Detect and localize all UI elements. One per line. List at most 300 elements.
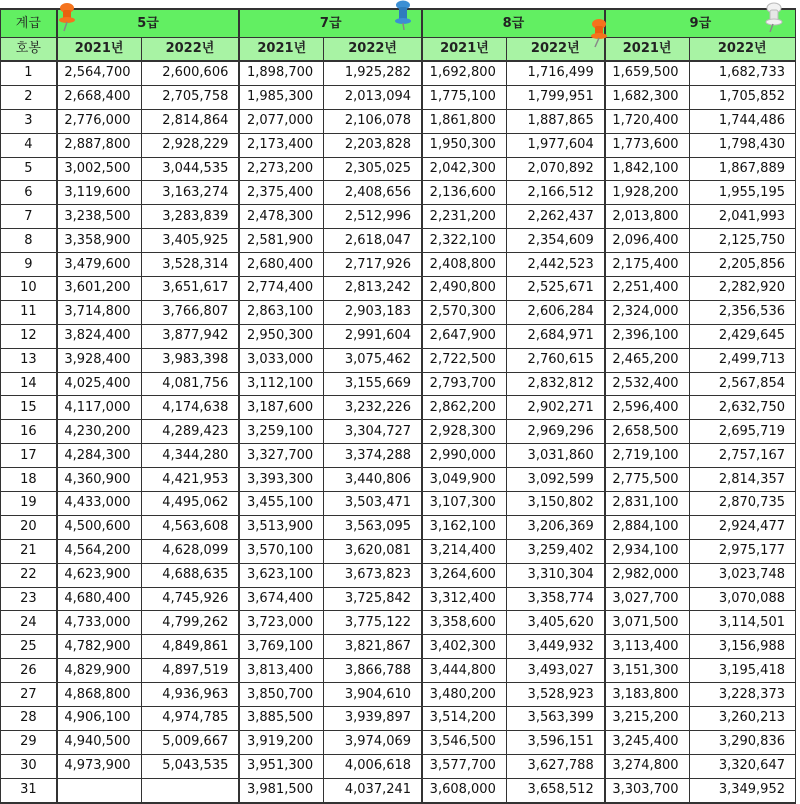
- table-row: [1, 253, 796, 277]
- salary-cell: 3,358,900: [57, 229, 141, 253]
- salary-cell: 3,071,500: [605, 611, 689, 635]
- salary-cell: 3,187,600: [239, 396, 323, 420]
- salary-cell: 3,215,200: [605, 707, 689, 731]
- salary-cell: 3,766,807: [141, 300, 239, 324]
- salary-cell: 2,775,500: [605, 468, 689, 492]
- grade-8-header: 8급: [422, 9, 605, 38]
- salary-cell: 2,282,920: [689, 277, 795, 301]
- salary-cell: 3,304,727: [324, 420, 422, 444]
- salary-cell: 3,824,400: [57, 324, 141, 348]
- salary-cell: 2,600,606: [141, 61, 239, 85]
- salary-cell: 3,723,000: [239, 611, 323, 635]
- salary-cell: 3,238,500: [57, 205, 141, 229]
- salary-cell: 4,688,635: [141, 563, 239, 587]
- step-cell: 10: [1, 277, 57, 301]
- salary-cell: 3,092,599: [506, 468, 604, 492]
- salary-cell: 3,114,501: [689, 611, 795, 635]
- salary-cell: 1,955,195: [689, 181, 795, 205]
- salary-cell: 3,939,897: [324, 707, 422, 731]
- salary-cell: 3,312,400: [422, 587, 506, 611]
- table-row: [1, 229, 796, 253]
- salary-cell: 1,925,282: [324, 61, 422, 85]
- salary-cell: 3,162,100: [422, 515, 506, 539]
- salary-cell: 3,596,151: [506, 730, 604, 754]
- salary-cell: 3,070,088: [689, 587, 795, 611]
- salary-cell: 4,025,400: [57, 372, 141, 396]
- year-header: 2021년: [422, 38, 506, 62]
- salary-cell: 3,570,100: [239, 539, 323, 563]
- salary-cell: 3,444,800: [422, 659, 506, 683]
- salary-cell: 2,950,300: [239, 324, 323, 348]
- salary-cell: 2,408,800: [422, 253, 506, 277]
- salary-cell: 3,033,000: [239, 348, 323, 372]
- salary-cell: 3,480,200: [422, 683, 506, 707]
- salary-cell: 3,651,617: [141, 277, 239, 301]
- salary-cell: 3,214,400: [422, 539, 506, 563]
- salary-cell: 2,581,900: [239, 229, 323, 253]
- salary-cell: 3,075,462: [324, 348, 422, 372]
- pushpin-orange-icon: [590, 18, 608, 48]
- step-cell: 11: [1, 300, 57, 324]
- salary-cell: 3,274,800: [605, 754, 689, 778]
- salary-cell: 4,782,900: [57, 635, 141, 659]
- salary-cell: 3,775,122: [324, 611, 422, 635]
- table-row: [1, 277, 796, 301]
- table-row: [1, 563, 796, 587]
- salary-cell: 2,203,828: [324, 133, 422, 157]
- salary-cell: 2,125,750: [689, 229, 795, 253]
- salary-cell: 2,532,400: [605, 372, 689, 396]
- salary-cell: 4,117,000: [57, 396, 141, 420]
- table-row: [1, 659, 796, 683]
- salary-cell: 3,449,932: [506, 635, 604, 659]
- salary-cell: 2,814,357: [689, 468, 795, 492]
- salary-cell: 2,106,078: [324, 109, 422, 133]
- table-row: [1, 539, 796, 563]
- salary-cell: 3,503,471: [324, 492, 422, 516]
- salary-cell: 4,849,861: [141, 635, 239, 659]
- salary-cell: 2,564,700: [57, 61, 141, 85]
- step-cell: 9: [1, 253, 57, 277]
- salary-cell: 4,628,099: [141, 539, 239, 563]
- step-cell: 25: [1, 635, 57, 659]
- salary-cell: 3,563,399: [506, 707, 604, 731]
- step-cell: 21: [1, 539, 57, 563]
- salary-cell: 2,632,750: [689, 396, 795, 420]
- salary-cell: 2,013,094: [324, 85, 422, 109]
- salary-cell: 3,259,100: [239, 420, 323, 444]
- salary-cell: 3,260,213: [689, 707, 795, 731]
- salary-cell: 3,821,867: [324, 635, 422, 659]
- salary-cell: 1,898,700: [239, 61, 323, 85]
- salary-cell: 2,356,536: [689, 300, 795, 324]
- salary-cell: 2,231,200: [422, 205, 506, 229]
- salary-cell: 2,831,100: [605, 492, 689, 516]
- salary-cell: 4,421,953: [141, 468, 239, 492]
- grade-5-header: 5급: [57, 9, 240, 38]
- header-row-years: [1, 38, 796, 62]
- salary-cell: 3,877,942: [141, 324, 239, 348]
- salary-cell: 3,658,512: [506, 778, 604, 802]
- salary-cell: 3,206,369: [506, 515, 604, 539]
- step-cell: 22: [1, 563, 57, 587]
- salary-cell: 4,433,000: [57, 492, 141, 516]
- salary-cell: 1,692,800: [422, 61, 506, 85]
- salary-cell: 3,813,400: [239, 659, 323, 683]
- salary-cell: 2,684,971: [506, 324, 604, 348]
- salary-cell: 2,647,900: [422, 324, 506, 348]
- salary-cell: 2,273,200: [239, 157, 323, 181]
- step-cell: 5: [1, 157, 57, 181]
- salary-cell: 3,374,288: [324, 444, 422, 468]
- pushpin-orange-icon: [58, 2, 76, 32]
- table-row: [1, 635, 796, 659]
- salary-cell: 3,402,300: [422, 635, 506, 659]
- salary-cell: 3,627,788: [506, 754, 604, 778]
- table-row: [1, 730, 796, 754]
- salary-cell: 2,041,993: [689, 205, 795, 229]
- salary-cell: 2,429,645: [689, 324, 795, 348]
- salary-cell: 1,977,604: [506, 133, 604, 157]
- salary-cell: 2,928,229: [141, 133, 239, 157]
- salary-cell: 3,623,100: [239, 563, 323, 587]
- salary-cell: 3,232,226: [324, 396, 422, 420]
- salary-cell: 3,049,900: [422, 468, 506, 492]
- salary-cell: 2,396,100: [605, 324, 689, 348]
- step-cell: 20: [1, 515, 57, 539]
- salary-cell: 2,924,477: [689, 515, 795, 539]
- step-cell: 8: [1, 229, 57, 253]
- step-cell: 26: [1, 659, 57, 683]
- table-row: [1, 587, 796, 611]
- salary-cell: 1,773,600: [605, 133, 689, 157]
- salary-cell: 3,156,988: [689, 635, 795, 659]
- table-row: [1, 515, 796, 539]
- salary-cell: 4,344,280: [141, 444, 239, 468]
- salary-cell: 4,500,600: [57, 515, 141, 539]
- step-cell: 2: [1, 85, 57, 109]
- salary-cell: 3,974,069: [324, 730, 422, 754]
- salary-cell: 2,902,271: [506, 396, 604, 420]
- salary-cell: 3,195,418: [689, 659, 795, 683]
- salary-cell: 4,564,200: [57, 539, 141, 563]
- salary-cell: 1,798,430: [689, 133, 795, 157]
- salary-cell: 3,405,925: [141, 229, 239, 253]
- salary-cell: 2,013,800: [605, 205, 689, 229]
- salary-cell: 3,673,823: [324, 563, 422, 587]
- salary-cell: 2,832,812: [506, 372, 604, 396]
- step-cell: 31: [1, 778, 57, 802]
- pushpin-white-icon: [765, 2, 783, 32]
- salary-cell: 3,113,400: [605, 635, 689, 659]
- table-row: [1, 109, 796, 133]
- salary-cell: 3,150,802: [506, 492, 604, 516]
- year-header: 2022년: [689, 38, 795, 62]
- salary-cell: 3,769,100: [239, 635, 323, 659]
- step-cell: 29: [1, 730, 57, 754]
- salary-cell: 1,842,100: [605, 157, 689, 181]
- salary-cell: 2,205,856: [689, 253, 795, 277]
- salary-cell: 2,705,758: [141, 85, 239, 109]
- step-cell: 1: [1, 61, 57, 85]
- step-cell: 17: [1, 444, 57, 468]
- salary-cell: 2,757,167: [689, 444, 795, 468]
- salary-cell: 2,096,400: [605, 229, 689, 253]
- salary-cell: 2,928,300: [422, 420, 506, 444]
- salary-cell: 3,283,839: [141, 205, 239, 229]
- salary-cell: 2,042,300: [422, 157, 506, 181]
- salary-cell: 2,478,300: [239, 205, 323, 229]
- salary-cell: 2,760,615: [506, 348, 604, 372]
- salary-cell: 3,928,400: [57, 348, 141, 372]
- salary-cell: 2,175,400: [605, 253, 689, 277]
- salary-cell: 4,174,638: [141, 396, 239, 420]
- salary-cell: 3,245,400: [605, 730, 689, 754]
- salary-cell: 3,002,500: [57, 157, 141, 181]
- step-cell: 14: [1, 372, 57, 396]
- salary-cell: 3,528,314: [141, 253, 239, 277]
- salary-cell: 2,668,400: [57, 85, 141, 109]
- salary-cell: 4,360,900: [57, 468, 141, 492]
- salary-cell: 4,680,400: [57, 587, 141, 611]
- salary-cell: 4,623,900: [57, 563, 141, 587]
- step-label-cell: 호봉: [1, 38, 57, 62]
- salary-cell: 2,695,719: [689, 420, 795, 444]
- step-cell: 3: [1, 109, 57, 133]
- salary-cell: 3,228,373: [689, 683, 795, 707]
- salary-cell: 4,897,519: [141, 659, 239, 683]
- salary-cell: 3,107,300: [422, 492, 506, 516]
- salary-cell: 2,596,400: [605, 396, 689, 420]
- salary-cell: 3,183,800: [605, 683, 689, 707]
- table-row: [1, 85, 796, 109]
- salary-cell: 2,717,926: [324, 253, 422, 277]
- salary-cell: 4,037,241: [324, 778, 422, 802]
- salary-cell: 3,493,027: [506, 659, 604, 683]
- salary-cell: 2,567,854: [689, 372, 795, 396]
- salary-cell: 3,155,669: [324, 372, 422, 396]
- step-cell: 7: [1, 205, 57, 229]
- salary-cell: 3,023,748: [689, 563, 795, 587]
- salary-cell: 3,320,647: [689, 754, 795, 778]
- salary-cell: 2,934,100: [605, 539, 689, 563]
- salary-cell: 1,799,951: [506, 85, 604, 109]
- year-header: 2021년: [605, 38, 689, 62]
- salary-cell: 1,887,865: [506, 109, 604, 133]
- salary-cell: 1,682,300: [605, 85, 689, 109]
- salary-cell: 3,310,304: [506, 563, 604, 587]
- step-cell: 4: [1, 133, 57, 157]
- step-cell: 15: [1, 396, 57, 420]
- salary-cell: 1,985,300: [239, 85, 323, 109]
- table-row: [1, 707, 796, 731]
- table-row: [1, 683, 796, 707]
- salary-cell: 2,862,200: [422, 396, 506, 420]
- salary-cell: 2,525,671: [506, 277, 604, 301]
- salary-cell: 3,151,300: [605, 659, 689, 683]
- salary-cell: 1,720,400: [605, 109, 689, 133]
- salary-cell: 2,465,200: [605, 348, 689, 372]
- salary-cell: 2,990,000: [422, 444, 506, 468]
- salary-cell: 2,814,864: [141, 109, 239, 133]
- pushpin-blue-icon: [394, 0, 412, 30]
- salary-cell: 3,349,952: [689, 778, 795, 802]
- salary-cell: 3,620,081: [324, 539, 422, 563]
- table-row: [1, 492, 796, 516]
- salary-cell: 4,799,262: [141, 611, 239, 635]
- salary-cell: 2,077,000: [239, 109, 323, 133]
- table-row: [1, 181, 796, 205]
- table-row: [1, 157, 796, 181]
- salary-cell: 4,973,900: [57, 754, 141, 778]
- table-row: [1, 754, 796, 778]
- salary-cell: 2,305,025: [324, 157, 422, 181]
- salary-cell: 1,705,852: [689, 85, 795, 109]
- salary-cell: 4,006,618: [324, 754, 422, 778]
- step-cell: 6: [1, 181, 57, 205]
- salary-cell: 3,303,700: [605, 778, 689, 802]
- salary-cell: 3,327,700: [239, 444, 323, 468]
- salary-cell: 3,440,806: [324, 468, 422, 492]
- salary-cell: 3,393,300: [239, 468, 323, 492]
- table-row: [1, 468, 796, 492]
- table-row: [1, 372, 796, 396]
- step-cell: 16: [1, 420, 57, 444]
- salary-cell: 2,499,713: [689, 348, 795, 372]
- table-row: [1, 396, 796, 420]
- salary-cell: 3,290,836: [689, 730, 795, 754]
- salary-cell: 4,733,000: [57, 611, 141, 635]
- salary-cell: 5,009,667: [141, 730, 239, 754]
- salary-cell: 2,774,400: [239, 277, 323, 301]
- salary-cell: 2,903,183: [324, 300, 422, 324]
- salary-cell: 3,358,774: [506, 587, 604, 611]
- grade-label-cell: 계급: [1, 9, 57, 38]
- salary-cell: 2,570,300: [422, 300, 506, 324]
- salary-cell: 2,870,735: [689, 492, 795, 516]
- salary-table: [0, 8, 796, 804]
- salary-cell: 2,863,100: [239, 300, 323, 324]
- salary-cell: 2,173,400: [239, 133, 323, 157]
- salary-cell: 3,951,300: [239, 754, 323, 778]
- salary-cell: 3,112,100: [239, 372, 323, 396]
- salary-cell: 2,982,000: [605, 563, 689, 587]
- table-row: [1, 61, 796, 85]
- salary-cell: 1,950,300: [422, 133, 506, 157]
- grade-9-header: 9급: [605, 9, 796, 38]
- step-cell: 28: [1, 707, 57, 731]
- salary-cell: 3,259,402: [506, 539, 604, 563]
- salary-cell: 3,866,788: [324, 659, 422, 683]
- salary-cell: 2,408,656: [324, 181, 422, 205]
- table-row: [1, 420, 796, 444]
- salary-cell: 1,867,889: [689, 157, 795, 181]
- step-cell: 19: [1, 492, 57, 516]
- table-row: [1, 611, 796, 635]
- salary-cell: 1,659,500: [605, 61, 689, 85]
- salary-cell: 4,974,785: [141, 707, 239, 731]
- salary-cell: 3,919,200: [239, 730, 323, 754]
- salary-cell: 4,230,200: [57, 420, 141, 444]
- salary-cell: 2,991,604: [324, 324, 422, 348]
- table-body: [1, 61, 796, 803]
- salary-cell: 1,744,486: [689, 109, 795, 133]
- salary-cell: 2,618,047: [324, 229, 422, 253]
- salary-cell: 1,928,200: [605, 181, 689, 205]
- salary-cell: 2,722,500: [422, 348, 506, 372]
- salary-cell: 3,513,900: [239, 515, 323, 539]
- salary-cell: 3,850,700: [239, 683, 323, 707]
- salary-cell: 2,719,100: [605, 444, 689, 468]
- salary-cell: 2,658,500: [605, 420, 689, 444]
- salary-cell: 2,442,523: [506, 253, 604, 277]
- year-header: 2022년: [141, 38, 239, 62]
- salary-cell: 2,887,800: [57, 133, 141, 157]
- salary-cell: 3,514,200: [422, 707, 506, 731]
- salary-cell: 2,680,400: [239, 253, 323, 277]
- salary-cell: 3,674,400: [239, 587, 323, 611]
- salary-cell: 2,884,100: [605, 515, 689, 539]
- salary-cell: 2,324,000: [605, 300, 689, 324]
- step-cell: 27: [1, 683, 57, 707]
- step-cell: 30: [1, 754, 57, 778]
- salary-cell: 2,136,600: [422, 181, 506, 205]
- salary-cell: 4,563,608: [141, 515, 239, 539]
- salary-cell: 2,969,296: [506, 420, 604, 444]
- salary-cell: 3,714,800: [57, 300, 141, 324]
- salary-cell: 3,983,398: [141, 348, 239, 372]
- table-row: [1, 133, 796, 157]
- salary-cell: 5,043,535: [141, 754, 239, 778]
- salary-cell: 4,829,900: [57, 659, 141, 683]
- salary-cell: 3,264,600: [422, 563, 506, 587]
- step-cell: 24: [1, 611, 57, 635]
- table-row: [1, 444, 796, 468]
- salary-cell: 2,813,242: [324, 277, 422, 301]
- salary-cell: 3,358,600: [422, 611, 506, 635]
- salary-cell: 2,606,284: [506, 300, 604, 324]
- salary-cell: 3,479,600: [57, 253, 141, 277]
- salary-cell: 3,725,842: [324, 587, 422, 611]
- salary-cell: 4,936,963: [141, 683, 239, 707]
- salary-cell: 3,405,620: [506, 611, 604, 635]
- table-row: [1, 300, 796, 324]
- step-cell: 13: [1, 348, 57, 372]
- grade-7-header: 7급: [239, 9, 422, 38]
- salary-cell: 3,119,600: [57, 181, 141, 205]
- salary-cell: 2,322,100: [422, 229, 506, 253]
- salary-cell: 3,044,535: [141, 157, 239, 181]
- step-cell: 23: [1, 587, 57, 611]
- salary-cell: 4,495,062: [141, 492, 239, 516]
- salary-cell: 4,284,300: [57, 444, 141, 468]
- salary-cell: 3,981,500: [239, 778, 323, 802]
- salary-cell: 4,081,756: [141, 372, 239, 396]
- salary-cell: 2,251,400: [605, 277, 689, 301]
- salary-cell: 1,716,499: [506, 61, 604, 85]
- table-row: [1, 324, 796, 348]
- salary-cell: 1,682,733: [689, 61, 795, 85]
- step-cell: 18: [1, 468, 57, 492]
- salary-cell: 2,776,000: [57, 109, 141, 133]
- salary-cell: 2,490,800: [422, 277, 506, 301]
- salary-cell: 2,793,700: [422, 372, 506, 396]
- salary-cell: 4,906,100: [57, 707, 141, 731]
- salary-cell: 3,027,700: [605, 587, 689, 611]
- salary-cell: 1,775,100: [422, 85, 506, 109]
- year-header: 2022년: [506, 38, 604, 62]
- salary-cell: 2,354,609: [506, 229, 604, 253]
